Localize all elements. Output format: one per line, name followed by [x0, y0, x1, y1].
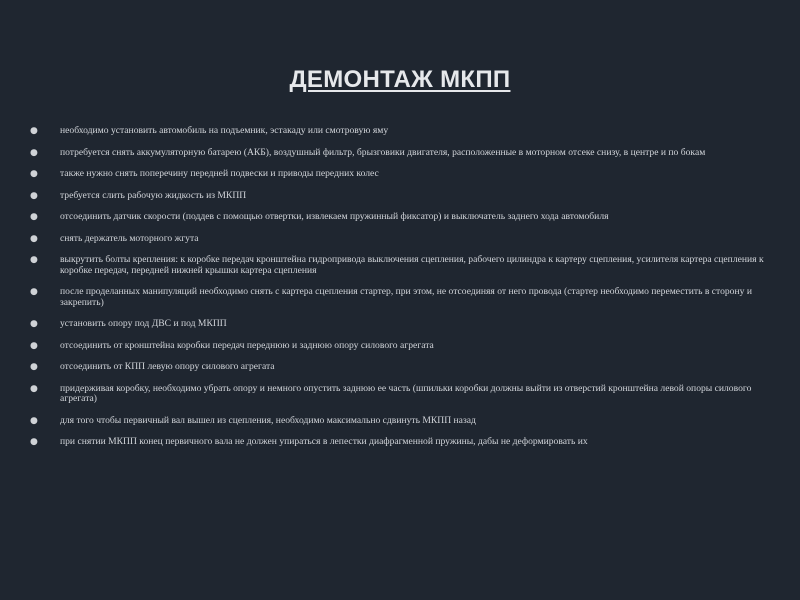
bullet-icon: ●: [30, 212, 38, 222]
bullet-icon: ●: [30, 383, 38, 394]
bullet-icon: ●: [30, 287, 38, 297]
bullet-list: [30, 126, 770, 448]
bullet-icon: ●: [30, 415, 38, 426]
list-item-text: потребуется снять аккумуляторную батарею (АКБ), воздушный фильтр, брызговики двигателя, расположенные в моторном отсеке снизу, в центре и по бокам: [60, 146, 706, 158]
list-item: [30, 255, 770, 276]
list-item-text: отсоединить от КПП левую опору силового агрегата: [60, 361, 275, 372]
list-item: [30, 191, 770, 202]
bullet-icon: ●: [30, 233, 38, 244]
list-item-text: для того чтобы первичный вал вышел из сцепления, необходимо максимально сдвинуть МКПП назад: [60, 414, 476, 426]
list-item: [30, 384, 770, 405]
list-item-text: также нужно снять поперечину передней подвески и приводы передних колес: [60, 168, 379, 179]
bullet-icon: ●: [30, 147, 38, 158]
list-item-text: после проделанных манипуляций необходимо снять с картера сцепления стартер, при этом, не отсоединяя от него провода (стартер необходимо переместить в сторону и закрепить): [60, 286, 752, 308]
list-item: [30, 126, 770, 137]
list-item: [30, 169, 770, 180]
list-item-text: снять держатель моторного жгута: [60, 232, 199, 244]
list-item-text: при снятии МКПП конец первичного вала не должен упираться в лепестки диафрагменной пружины, дабы не деформировать их: [60, 436, 588, 447]
slide-title: ДЕМОНТАЖ МКПП: [289, 66, 511, 93]
bullet-icon: ●: [30, 437, 38, 447]
list-item-text: придерживая коробку, необходимо убрать опору и немного опустить заднюю ее часть (шпильки коробки должны выйти из отверстий кронштейна левой опоры силового агрегата): [60, 382, 752, 404]
list-item: [30, 341, 770, 352]
list-item-text: необходимо установить автомобиль на подъемник, эстакаду или смотровую яму: [60, 125, 389, 136]
bullet-icon: ●: [30, 340, 38, 351]
list-item: [30, 234, 770, 245]
list-item-text: установить опору под ДВС и под МКПП: [60, 318, 227, 329]
list-item: [30, 437, 770, 448]
bullet-icon: ●: [30, 255, 38, 265]
list-item: [30, 416, 770, 427]
list-item: [30, 148, 770, 159]
bullet-icon: ●: [30, 169, 38, 179]
list-item: [30, 319, 770, 330]
list-item: [30, 212, 770, 223]
bullet-icon: ●: [30, 319, 38, 329]
list-item: [30, 287, 770, 308]
list-item: [30, 362, 770, 373]
list-item-text: требуется слить рабочую жидкость из МКПП: [60, 189, 247, 201]
bullet-icon: ●: [30, 362, 38, 372]
bullet-icon: ●: [30, 126, 38, 136]
list-item-text: отсоединить датчик скорости (поддев с помощью отвертки, извлекаем пружинный фиксатор) и выключатель заднего хода автомобиля: [60, 211, 609, 222]
bullet-icon: ●: [30, 190, 38, 201]
list-item-text: отсоединить от кронштейна коробки передач переднюю и заднюю опору силового агрегата: [60, 339, 434, 351]
list-item-text: выкрутить болты крепления: к коробке передач кронштейна гидропривода выключения сцепления, рабочего цилиндра к картеру сцепления, усилителя картера сцепления к коробке передач, передней нижней крышки картера сцепления: [60, 254, 764, 276]
